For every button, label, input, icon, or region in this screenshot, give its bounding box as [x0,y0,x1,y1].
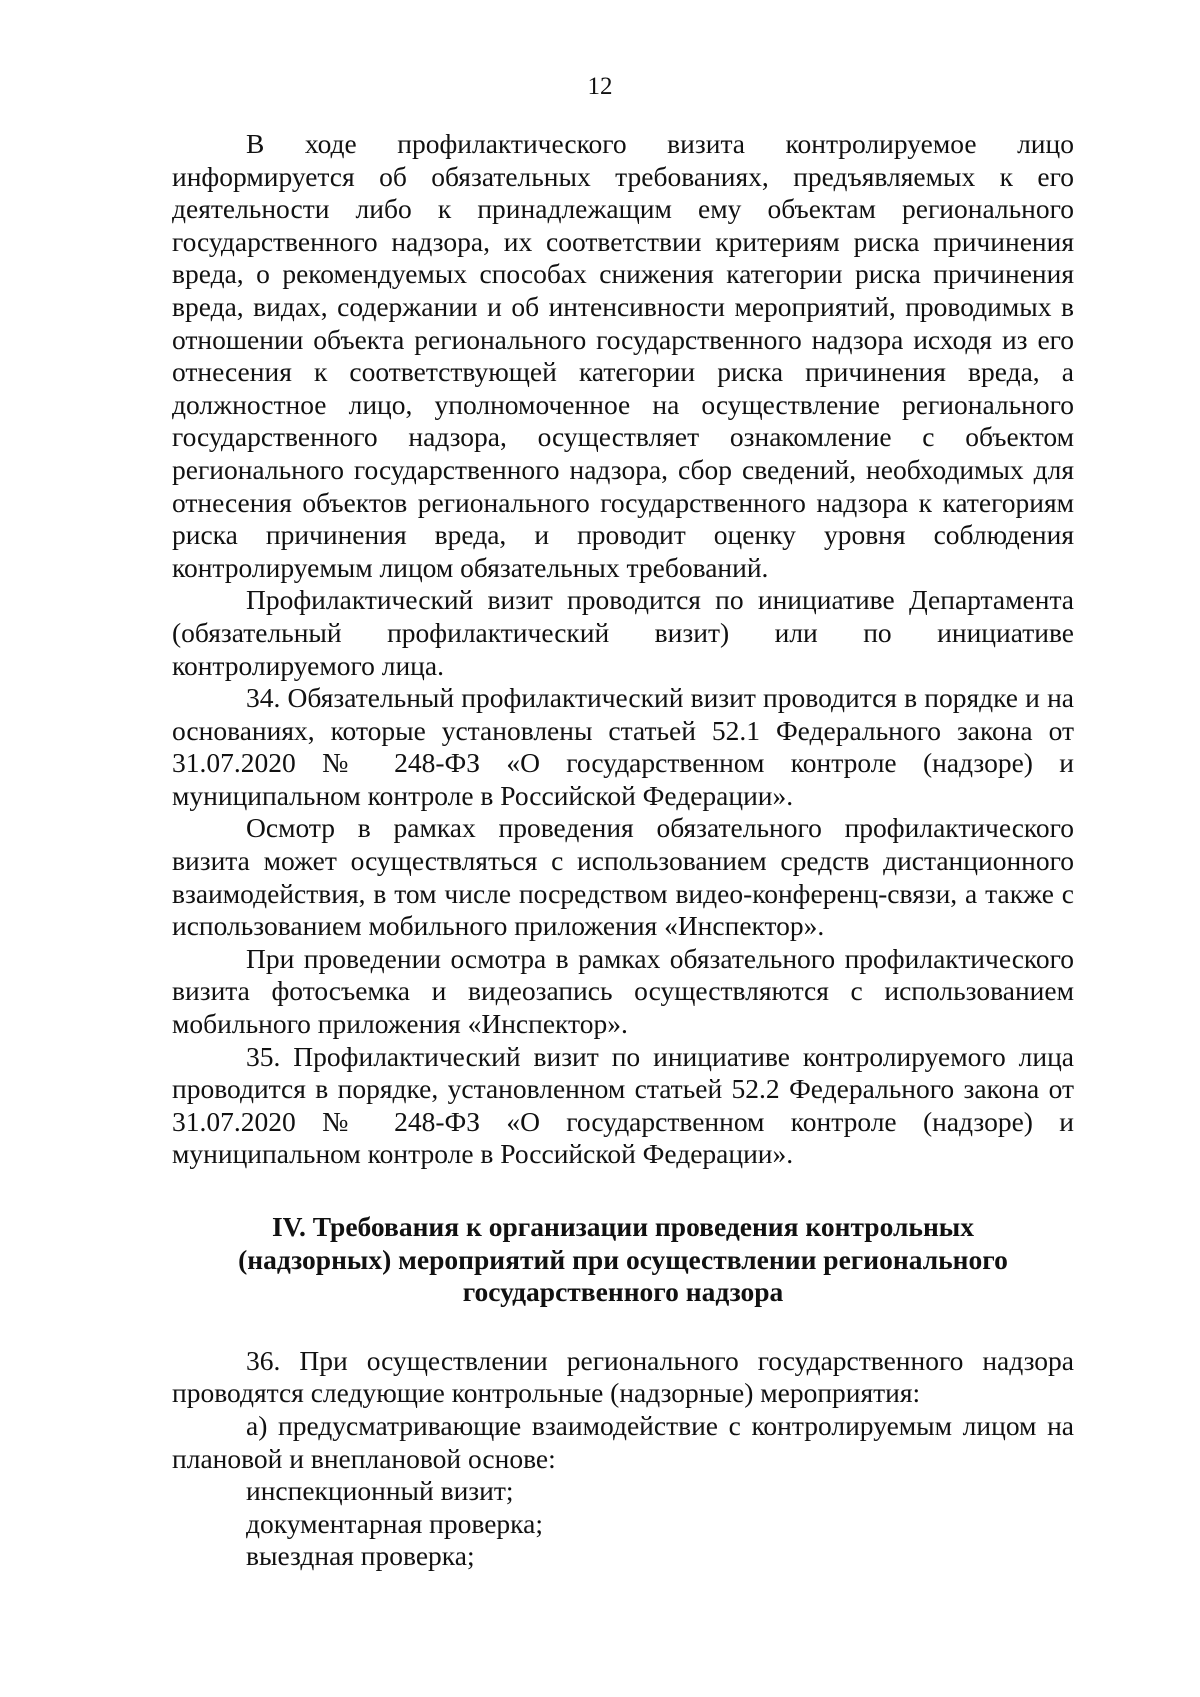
paragraph-item-35: 35. Профилактический визит по инициативе контролируемого лица проводится в порядке, установленном статьей 52.2 Федерального закона от 31.07.2020 № 248-ФЗ «О государственном контроле (надзоре) и муниципальном контроле в Российской Федерации». [172,1040,1074,1170]
section-heading-line-3: государственного надзора [462,1276,784,1308]
list-item-field-check: выездная проверка; [246,1540,475,1572]
paragraph-visit-initiative: Профилактический визит проводится по инициативе Департамента (обязательный профилактический визит) или по инициативе контролируемого лица. [172,584,1074,681]
paragraph-item-36: 36. При осуществлении регионального государственного надзора проводятся следующие контрольные (надзорные) мероприятия: [172,1344,1074,1409]
paragraph-photo-video: При проведении осмотра в рамках обязательного профилактического визита фотосъемка и видеозапись осуществляются с использованием мобильного приложения «Инспектор». [172,942,1074,1040]
page-number: 12 [587,73,613,100]
paragraph-subitem-a: а) предусматривающие взаимодействие с контролируемым лицом на плановой и внеплановой основе: [172,1409,1074,1474]
paragraph-remote-inspection: Осмотр в рамках проведения обязательного профилактического визита может осуществляться с использованием средств дистанционного взаимодействия, в том числе посредством видео-конференц-связи, а также с использованием мобильного приложения «Инспектор». [172,812,1074,942]
paragraph-item-34: 34. Обязательный профилактический визит проводится в порядке и на основаниях, которые установлены статьей 52.1 Федерального закона от 31.07.2020 № 248-ФЗ «О государственном контроле (надзоре) и муниципальном контроле в Российской Федерации». [172,682,1074,811]
section-heading [172,1211,1074,1309]
list-item-inspection-visit: инспекционный визит; [246,1475,514,1507]
section-heading-line-1: IV. Требования к организации проведения контрольных [271,1211,975,1242]
section-heading-line-2: (надзорных) мероприятий при осуществлении регионального [238,1243,1008,1275]
paragraph-preventive-visit-info: В ходе профилактического визита контролируемое лицо информируется об обязательных требованиях, предъявляемых к его деятельности либо к принадлежащим ему объектам регионального государственного надзора, их соответствии критериям риска причинения вреда, о рекомендуемых способах снижения категории риска причинения вреда, видах, содержании и об интенсивности мероприятий, проводимых в отношении объекта регионального государственного надзора исходя из его отнесения к соответствующей категории риска причинения вреда, а должностное лицо, уполномоченное на осуществление регионального государственного надзора, осуществляет ознакомление с объектом регионального государственного надзора, сбор сведений, необходимых для отнесения объектов регионального государственного надзора к категориям риска причинения вреда, и проводит оценку уровня соблюдения контролируемым лицом обязательных требований. [172,128,1074,583]
list-item-document-check: документарная проверка; [246,1507,543,1539]
document-body [172,128,1074,1573]
